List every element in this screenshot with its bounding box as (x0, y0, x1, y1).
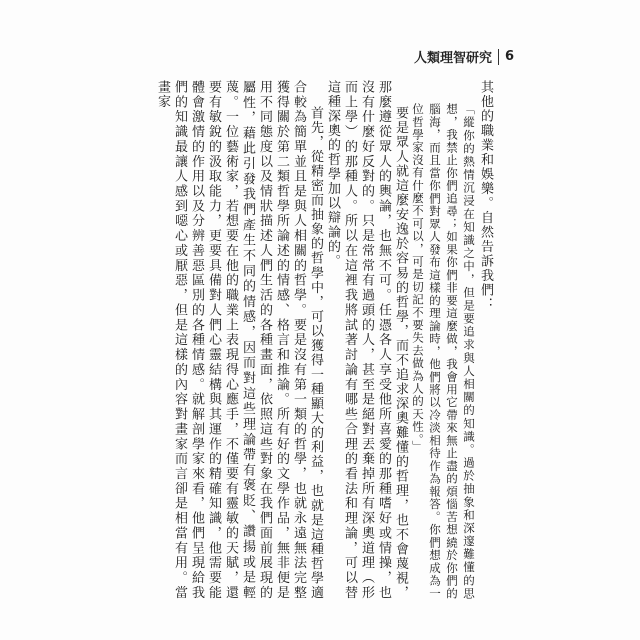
header-divider (498, 49, 499, 65)
block-quote: 「縱你的熱情沉浸在知識之中，但是要追求與人相關的知識。過於抽象和深邃難懂的思想，我禁止你們追尋；如果你們非要這麼做，我會用它帶來無止盡的煩惱苦想繞於你們的腦海，而且當你們對眾人發布這樣的理論時，他們將以冷淡相待作為報答。你們想成為一位哲學家沒有什麼不可以，可是切記不要失去做為人的天性。」 (411, 103, 476, 600)
body-text (154, 80, 494, 600)
paragraph-3: 首先，從精密而抽象的哲學中，可以獲得一種顯大的利益，也就是這種哲學適合較為簡單並且是與人相關的哲學。要是沒有第一類的哲學，也就永遠無法完整獲得關於第二類哲學所論述的情感、格言和推論。所有好的文學作品，無非便是用不同態度以及情狀描述人們生活的各種畫面，依照這些對象在我們面前展現的屬性，藉此引發我們產生不同的情感，因而對這些理論帶有褒貶、讚揚或是輕蔑。一位藝術家，若想要在他的職業上表現得心應手，不僅要有靈敏的天賦，還要有敏銳的汲取能力，更要具備對人們心靈結構與其運作的精確知識，他需要能體會激情的作用以及分辨善惡區別的各種情感。就解剖學家來看，他們呈現給我們的知識最讓人感到噁心或厭惡，但是這樣的內容對畫家而言卻是相當有用。當畫家 (155, 80, 323, 600)
paragraph-2: 要是眾人就這麼安逸於容易的哲學，而不追求深奧難懂的哲理，也不會蔑視，那麼遵從眾人的輿論，也無不可。任憑各人享受他所喜愛的那種嗜好或情操，也沒有什麼好反對的。只是常常有過頭的人，甚至是絕對丟棄掉所有深奧道理（形而上學）的那種人。所以在這裡我將試著討論有哪些合理的看法和理論，可以替這種深奧的哲學加以辯論的。 (325, 80, 408, 600)
book-title: 人類理智研究 (413, 51, 492, 66)
page-number: 6 (504, 49, 514, 64)
paragraph-intro: 其他的職業和娛樂。自然告訴我們： (478, 80, 493, 312)
running-header (414, 47, 514, 66)
